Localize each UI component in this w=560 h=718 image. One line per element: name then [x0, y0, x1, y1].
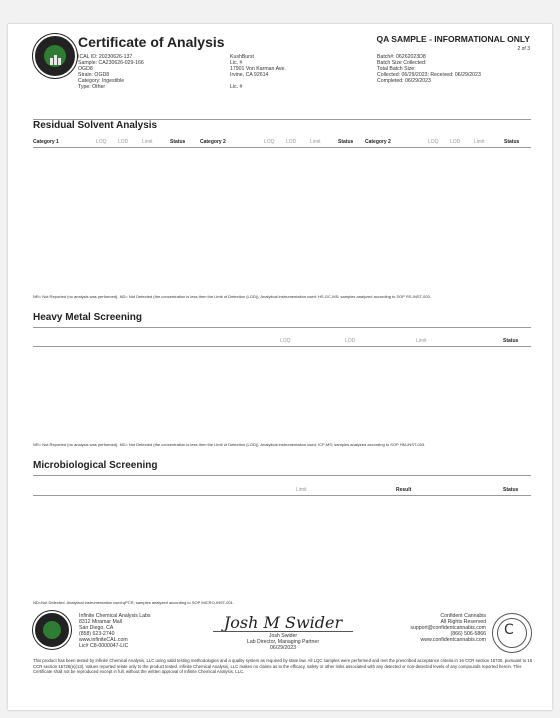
col-category-3: Category 2 [365, 139, 391, 145]
col-status-1: Status [170, 139, 186, 145]
col-lod-3: LOD [450, 139, 461, 145]
residual-solvent-title: Residual Solvent Analysis [33, 120, 158, 131]
signatory-block [213, 633, 353, 651]
lab-address-block [79, 613, 151, 649]
signatory-role: Lab Director, Managing Partner [246, 639, 320, 645]
footer-lab-logo [33, 611, 71, 649]
client-lic: Lic. # [230, 60, 243, 66]
cc-email[interactable]: support@confidentcannabis.com [410, 625, 486, 631]
confident-cannabis-seal: C [492, 613, 532, 653]
micro-note: ND=Not Detected. Analytical instrumentation used:qPCR; samples analyzed according to SOP MICRO-INST-001. [33, 600, 235, 605]
signature: Josh M Swider [223, 613, 343, 632]
micro-col-status: Status [503, 487, 519, 493]
collected-date: Collected: 06/29/2023; Received: 06/29/2023 [377, 72, 481, 78]
qa-label: QA SAMPLE - INFORMATIONAL ONLY [376, 34, 530, 44]
batch-size-collected: Batch Size Collected: [377, 60, 427, 66]
signature-date: 06/29/2023 [270, 645, 296, 651]
micro-col-limit: Limit [296, 487, 307, 493]
client-name: KushBurst [230, 54, 254, 60]
col-limit-2: Limit [310, 139, 321, 145]
col-status-2: Status [338, 139, 354, 145]
cc-rights: All Rights Reserved [440, 619, 486, 625]
lab-city: San Diego, CA [79, 625, 114, 631]
batch-info [377, 54, 481, 84]
micro-col-result: Result [396, 487, 412, 493]
client-info [230, 54, 286, 90]
strain: Strain: OGD8 [78, 72, 110, 78]
coa-page [8, 24, 552, 710]
completed-date: Completed: 06/29/2023 [377, 78, 431, 84]
micro-title: Microbiological Screening [33, 460, 158, 471]
lab-license: Lic# C8-0000047-LIC [79, 643, 129, 649]
client-lic-2: Lic. # [230, 84, 243, 90]
cc-block [368, 613, 486, 643]
col-category-2: Category 2 [200, 139, 226, 145]
page-number: 2 of 3 [517, 46, 530, 52]
heavy-col-loq: LOQ [280, 338, 291, 344]
col-loq-2: LOQ [264, 139, 275, 145]
heavy-note: NR= Not Reported (no analysis was performed), ND= Not Detected (the concentration is less then the Limit of Detection (LOD)). Analytical instrumentation used: ICP-MS; samples analyzed according to SOP HM-INST-003. [33, 442, 426, 447]
cc-name: Confident Cannabis [440, 613, 486, 619]
col-category-1: Category 1 [33, 139, 59, 145]
col-lod-2: LOD [286, 139, 297, 145]
lab-website: www.infiniteCAL.com [79, 637, 128, 643]
disclaimer: This product has been tested by Infinite Chemical Analysis, LLC using valid testing methodologies and a quality system as required by state law. All LQC samples were performed and met the prescribed acceptance criteria in 16 CCR section 15730, pursuant to 16 CCR section 15726(e)(13). Values reported relate only to the product tested. Infinite Chemical Analysis, LLC makes no claims as to the efficacy, safety or other risks associated with any detected or non-detected levels of any compounds reported herein. This Certificate shall not be reproduced except in full, without the written approval of Infinite Chemical Analysis, LLC. [33, 658, 533, 674]
client-address: 17901 Von Karman Ave. [230, 66, 286, 72]
heavy-col-lod: LOD [345, 338, 356, 344]
lab-logo [33, 34, 77, 78]
col-loq-1: LOQ [96, 139, 107, 145]
certificate-title: Certificate of Analysis [78, 34, 225, 50]
category: Category: Ingestible [78, 78, 125, 84]
sample-name: OGD8 [78, 66, 93, 72]
heavy-col-limit: Limit [416, 338, 427, 344]
heavy-col-status: Status [503, 338, 519, 344]
heavy-metal-title: Heavy Metal Screening [33, 312, 142, 323]
type: Type: Other [78, 84, 106, 90]
signatory-name: Josh Swider [268, 633, 298, 639]
cc-phone: (866) 506-5866 [450, 631, 486, 637]
lab-name: Infinite Chemical Analysis Labs [79, 613, 151, 619]
col-status-3: Status [504, 139, 520, 145]
sample-id: Sample: CA230626-029-166 [78, 60, 144, 66]
client-city: Irvine, CA 92614 [230, 72, 269, 78]
col-loq-3: LOQ [428, 139, 439, 145]
lab-address: 8312 Miramar Mall [79, 619, 122, 625]
col-limit-1: Limit [142, 139, 153, 145]
total-batch-size: Total Batch Size: [377, 66, 416, 72]
col-lod-1: LOD [118, 139, 129, 145]
sample-info [78, 54, 144, 90]
col-limit-3: Limit [474, 139, 485, 145]
batch-number: Batch#: 06262023D8 [377, 54, 426, 60]
ical-id: ICAL ID: 20230626-137 [78, 54, 133, 60]
residual-note: NR= Not Reported (no analysis was performed), ND= Not Detected (the concentration is less then the Limit of Detection (LOD)). Analytical instrumentation used: HS-GC-MS; samples analyzed according to SOP RS-INST-003. [33, 294, 431, 299]
lab-phone: (858) 623-2740 [79, 631, 115, 637]
cc-website[interactable]: www.confidentcannabis.com [420, 637, 486, 643]
